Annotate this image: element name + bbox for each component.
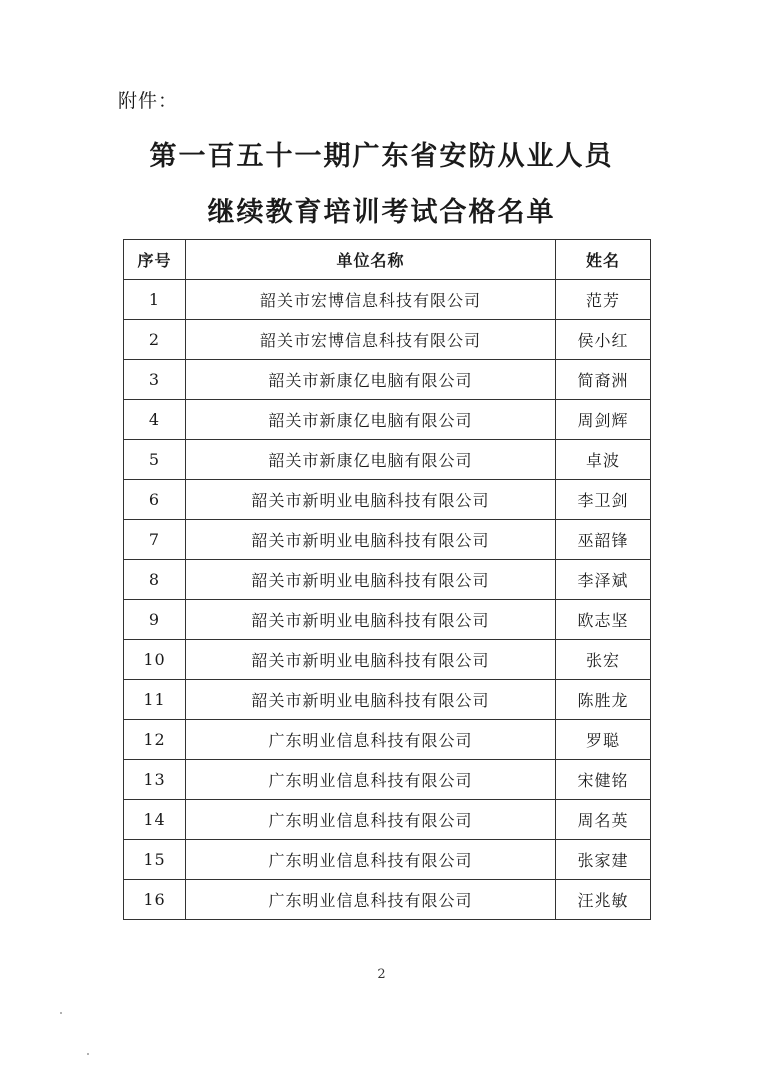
person-name-cell: 简裔洲 [556, 360, 651, 400]
table-row [124, 600, 651, 640]
organization-cell: 韶关市新康亿电脑有限公司 [186, 440, 556, 480]
person-name-cell: 陈胜龙 [556, 680, 651, 720]
person-name-cell: 侯小红 [556, 320, 651, 360]
table-row [124, 880, 651, 920]
table-row [124, 520, 651, 560]
person-name-cell: 张宏 [556, 640, 651, 680]
serial-number-cell: 4 [124, 400, 186, 440]
organization-cell: 韶关市新康亿电脑有限公司 [186, 360, 556, 400]
organization-cell: 广东明业信息科技有限公司 [186, 720, 556, 760]
table-row [124, 320, 651, 360]
table-header-row [124, 240, 651, 280]
table-row [124, 680, 651, 720]
serial-number-cell: 11 [124, 680, 186, 720]
serial-number-cell: 1 [124, 280, 186, 320]
organization-cell: 韶关市宏博信息科技有限公司 [186, 280, 556, 320]
serial-number-cell: 15 [124, 840, 186, 880]
table-row [124, 360, 651, 400]
table-row [124, 280, 651, 320]
organization-cell: 韶关市新明业电脑科技有限公司 [186, 480, 556, 520]
serial-number-cell: 2 [124, 320, 186, 360]
table-row [124, 800, 651, 840]
serial-number-cell: 8 [124, 560, 186, 600]
table-body [124, 280, 651, 920]
organization-cell: 韶关市新明业电脑科技有限公司 [186, 680, 556, 720]
document-title-line-2: 继续教育培训考试合格名单 [207, 197, 556, 228]
person-name-cell: 李卫剑 [556, 480, 651, 520]
table-row [124, 720, 651, 760]
document-title-line-1: 第一百五十一期广东省安防从业人员 [149, 141, 614, 172]
scan-speck [87, 1053, 89, 1055]
organization-cell: 广东明业信息科技有限公司 [186, 880, 556, 920]
table-row [124, 480, 651, 520]
table-row [124, 440, 651, 480]
header-serial-number: 序号 [124, 240, 186, 280]
organization-cell: 广东明业信息科技有限公司 [186, 800, 556, 840]
header-name: 姓名 [556, 240, 651, 280]
person-name-cell: 欧志坚 [556, 600, 651, 640]
person-name-cell: 宋健铭 [556, 760, 651, 800]
person-name-cell: 巫韶锋 [556, 520, 651, 560]
person-name-cell: 李泽斌 [556, 560, 651, 600]
attachment-label: 附件： [118, 90, 179, 112]
qualified-list-table [123, 239, 651, 920]
serial-number-cell: 5 [124, 440, 186, 480]
organization-cell: 广东明业信息科技有限公司 [186, 760, 556, 800]
serial-number-cell: 7 [124, 520, 186, 560]
organization-cell: 韶关市新明业电脑科技有限公司 [186, 600, 556, 640]
person-name-cell: 罗聪 [556, 720, 651, 760]
serial-number-cell: 14 [124, 800, 186, 840]
serial-number-cell: 13 [124, 760, 186, 800]
header-organization: 单位名称 [186, 240, 556, 280]
organization-cell: 韶关市新康亿电脑有限公司 [186, 400, 556, 440]
person-name-cell: 范芳 [556, 280, 651, 320]
table-row [124, 400, 651, 440]
person-name-cell: 张家建 [556, 840, 651, 880]
person-name-cell: 汪兆敏 [556, 880, 651, 920]
table-row [124, 840, 651, 880]
serial-number-cell: 9 [124, 600, 186, 640]
table-row [124, 640, 651, 680]
person-name-cell: 周名英 [556, 800, 651, 840]
table-row [124, 560, 651, 600]
page-number: 2 [377, 967, 386, 982]
person-name-cell: 卓波 [556, 440, 651, 480]
serial-number-cell: 12 [124, 720, 186, 760]
person-name-cell: 周剑辉 [556, 400, 651, 440]
serial-number-cell: 3 [124, 360, 186, 400]
organization-cell: 韶关市新明业电脑科技有限公司 [186, 560, 556, 600]
table-row [124, 760, 651, 800]
organization-cell: 韶关市新明业电脑科技有限公司 [186, 640, 556, 680]
organization-cell: 韶关市宏博信息科技有限公司 [186, 320, 556, 360]
scan-speck [60, 1012, 62, 1014]
serial-number-cell: 16 [124, 880, 186, 920]
organization-cell: 广东明业信息科技有限公司 [186, 840, 556, 880]
serial-number-cell: 6 [124, 480, 186, 520]
serial-number-cell: 10 [124, 640, 186, 680]
organization-cell: 韶关市新明业电脑科技有限公司 [186, 520, 556, 560]
